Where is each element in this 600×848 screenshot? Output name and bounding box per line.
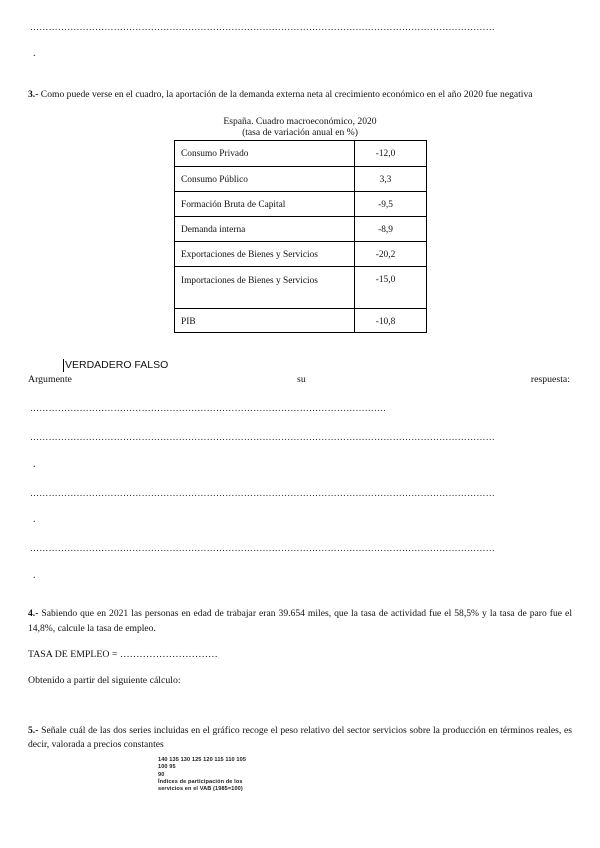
answer-dot: .	[33, 570, 36, 581]
table-row	[175, 217, 427, 242]
row-label: Consumo Público	[175, 167, 355, 192]
question-5-number: 5.-	[28, 725, 39, 736]
answer-dotted-line[interactable]: ……………………………………………………………………………………………………………………………………	[30, 488, 495, 498]
question-4-text: Sabiendo que en 2021 las personas en edad de trabajar eran 39.654 miles, que la tasa de actividad fue el 58,5% y la tasa de paro fue el 14,8%, calcule la tasa de empleo.	[28, 608, 572, 634]
argue-word: Argumente	[28, 374, 72, 385]
row-value: -20,2	[355, 242, 427, 267]
chart-title: Índices de participación de los	[158, 779, 243, 785]
question-4	[28, 606, 572, 636]
question-3-text: Como puede verse en el cuadro, la aportación de la demanda externa neta al crecimiento económico en el año 2020 fue negativa	[40, 89, 533, 100]
question-3	[28, 88, 572, 101]
row-label: Importaciones de Bienes y Servicios	[175, 267, 355, 309]
answer-dot: .	[33, 48, 36, 59]
question-5-text: Señale cuál de las dos series incluidas en el gráfico recoge el peso relativo del sector servicios sobre la producción en términos reales, es decir, valorada a precios constantes	[28, 725, 572, 750]
answer-dotted-line[interactable]: ……………………………………………………………………………………………………………………………………	[30, 543, 495, 553]
chart-axis-ticks: 140 135 130 125 120 115 110 105	[158, 757, 247, 763]
row-label: PIB	[175, 309, 355, 333]
table-row	[175, 167, 427, 192]
table-caption-subtitle: (tasa de variación anual en %)	[242, 127, 358, 138]
row-value: 3,3	[355, 167, 427, 192]
answer-dotted-line[interactable]: …………………………………………………………………………………………………….	[30, 403, 386, 413]
calculation-label: Obtenido a partir del siguiente cálculo:	[28, 675, 181, 686]
table-row	[175, 242, 427, 267]
table-caption-title: España. Cuadro macroeconómico, 2020	[223, 116, 377, 127]
question-5	[28, 724, 572, 752]
row-value: -15,0	[355, 267, 427, 309]
true-false-options[interactable]: VERDADERO FALSO	[65, 359, 169, 371]
answer-dotted-line: ……………………………………………………………………………………………………………………………………	[30, 22, 495, 32]
macro-table	[174, 140, 427, 333]
table-row	[175, 309, 427, 333]
chart-axis-ticks: 100 95	[158, 764, 176, 770]
answer-dotted-line[interactable]: ……………………………………………………………………………………………………………………………………	[30, 432, 495, 442]
row-label: Exportaciones de Bienes y Servicios	[175, 242, 355, 267]
argue-prompt	[28, 374, 570, 385]
row-value: -9,5	[355, 192, 427, 217]
answer-dot: .	[33, 514, 36, 525]
question-4-number: 4.-	[28, 608, 39, 619]
chart-title: servicios en el VAB (1985=100)	[158, 786, 243, 792]
table-row	[175, 192, 427, 217]
row-value: -12,0	[355, 141, 427, 167]
answer-dot: .	[33, 459, 36, 470]
row-value: -8,9	[355, 217, 427, 242]
employment-rate-line[interactable]: TASA DE EMPLEO = …………………………	[28, 649, 218, 660]
argue-word: respuesta:	[530, 374, 570, 385]
row-label: Demanda interna	[175, 217, 355, 242]
row-label: Formación Bruta de Capital	[175, 192, 355, 217]
argue-word: su	[297, 374, 306, 385]
row-label: Consumo Privado	[175, 141, 355, 167]
table-row	[175, 141, 427, 167]
question-3-number: 3.-	[28, 89, 39, 100]
chart-axis-ticks: 90	[158, 772, 165, 778]
table-row	[175, 267, 427, 309]
row-value: -10,8	[355, 309, 427, 333]
